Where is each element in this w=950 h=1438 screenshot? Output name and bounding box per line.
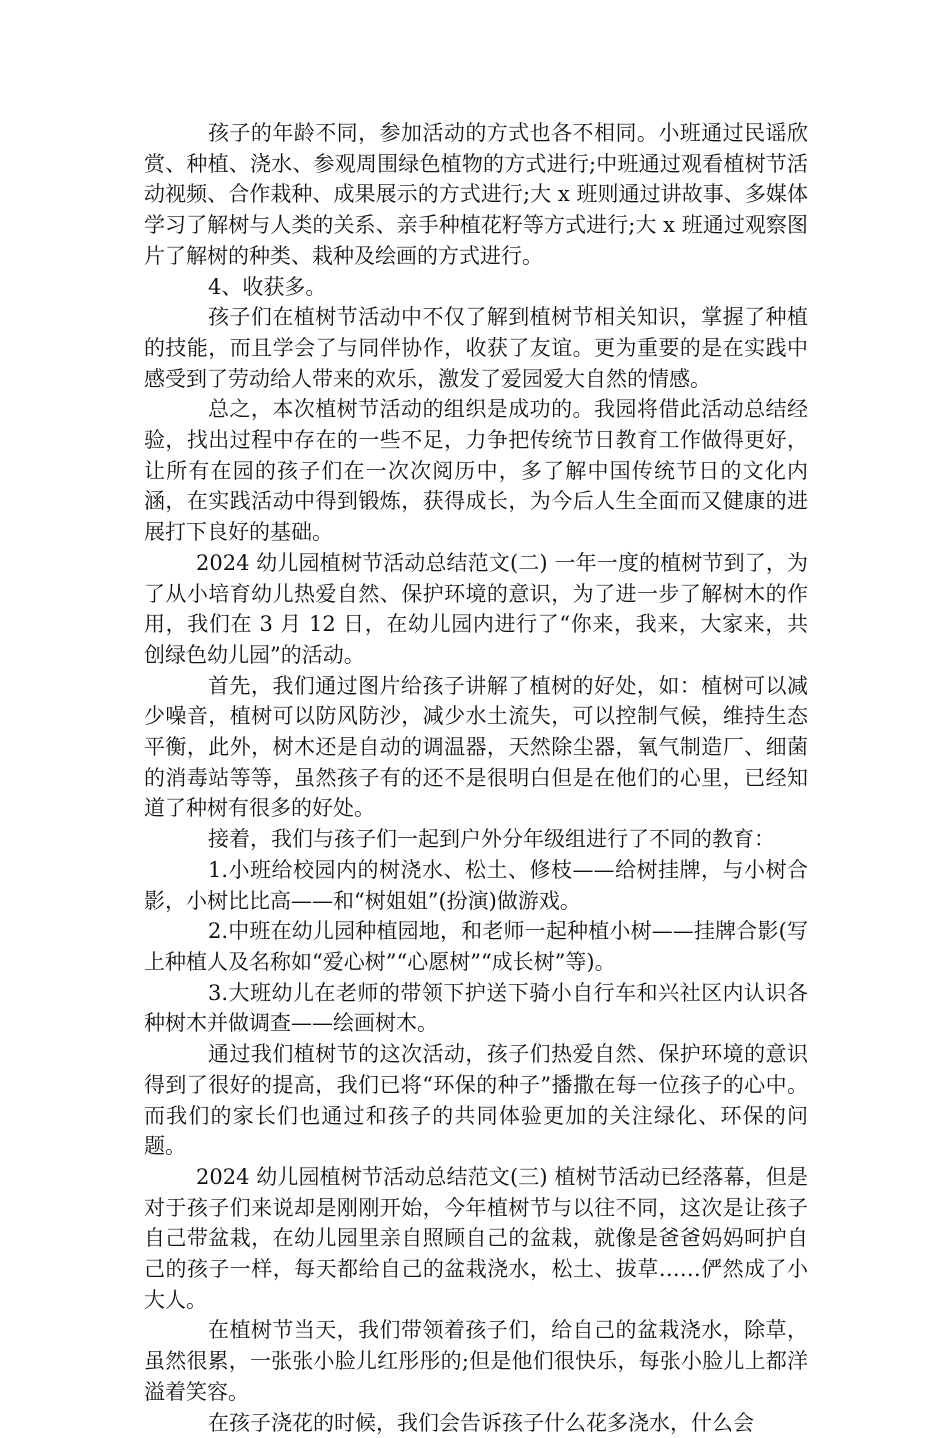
paragraph: 接着，我们与孩子们一起到户外分年级组进行了不同的教育：: [208, 827, 775, 852]
section-heading: 4、收获多。: [208, 274, 327, 299]
paragraph: 在植树节当天，我们带领着孩子们，给自己的盆栽浇水，除草，虽然很累，一张张小脸儿红彤彤的;但是他们很快乐，每张小脸儿上都洋溢着笑容。: [144, 1318, 808, 1404]
paragraph-article-three-start: 2024 幼儿园植树节活动总结范文(三) 植树节活动已经落幕，但是对于孩子们来说却是刚刚开始，今年植树节与以往不同，这次是让孩子自己带盆栽，在幼儿园里亲自照顾自己的盆栽，就像是爸爸妈妈呵护自己的孩子一样，每天都给自己的盆栽浇水，松土、拔草……俨然成了小大人。: [144, 1164, 808, 1312]
list-item: 2.中班在幼儿园种植园地，和老师一起种植小树——挂牌合影(写上种植人及名称如“爱心树”“心愿树”“成长树”等)。: [144, 919, 808, 974]
list-item: 1.小班给校园内的树浇水、松土、修枝——给树挂牌，与小树合影，小树比比高——和“树姐姐”(扮演)做游戏。: [144, 857, 808, 913]
list-item: 3.大班幼儿在老师的带领下护送下骑小自行车和兴社区内认识各种树木并做调查——绘画树木。: [144, 980, 808, 1036]
paragraph: 总之，本次植树节活动的组织是成功的。我园将借此活动总结经验，找出过程中存在的一些不足，力争把传统节日教育工作做得更好，让所有在园的孩子们在一次次阅历中，多了解中国传统节日的文化内涵，在实践活动中得到锻炼，获得成长，为今后人生全面而又健康的进展打下良好的基础。: [144, 397, 808, 545]
paragraph-article-two-start: 2024 幼儿园植树节活动总结范文(二) 一年一度的植树节到了，为了从小培育幼儿热爱自然、保护环境的意识，为了进一步了解树木的作用，我们在 3 月 12 日，在幼儿园内进行了“你来，我来，大家来，共创绿色幼儿园”的活动。: [144, 550, 808, 667]
paragraph: 孩子们在植树节活动中不仅了解到植树节相关知识，掌握了种植的技能，而且学会了与同伴协作，收获了友谊。更为重要的是在实践中感受到了劳动给人带来的欢乐，激发了爱园爱大自然的情感。: [144, 305, 808, 391]
paragraph: 首先，我们通过图片给孩子讲解了植树的好处，如：植树可以减少噪音，植树可以防风防沙，减少水土流失，可以控制气候，维持生态平衡，此外，树木还是自动的调温器，天然除尘器，氧气制造厂、细菌的消毒站等等，虽然孩子有的还不是很明白但是在他们的心里，已经知道了种树有很多的好处。: [144, 673, 808, 821]
paragraph: 通过我们植树节的这次活动，孩子们热爱自然、保护环境的意识得到了很好的提高，我们已将“环保的种子”播撒在每一位孩子的心中。而我们的家长们也通过和孩子的共同体验更加的关注绿化、环保的问题。: [144, 1042, 808, 1159]
document-body: [144, 118, 808, 1438]
paragraph: 在孩子浇花的时候，我们会告诉孩子什么花多浇水，什么会: [208, 1410, 754, 1435]
paragraph: 孩子的年龄不同，参加活动的方式也各不相同。小班通过民谣欣赏、种植、浇水、参观周围绿色植物的方式进行;中班通过观看植树节活动视频、合作栽种、成果展示的方式进行;大 x 班则通过讲故事、多媒体学习了解树与人类的关系、亲手种植花籽等方式进行;大 x 班通过观察图片了解树的种类、栽种及绘画的方式进行。: [144, 121, 808, 268]
